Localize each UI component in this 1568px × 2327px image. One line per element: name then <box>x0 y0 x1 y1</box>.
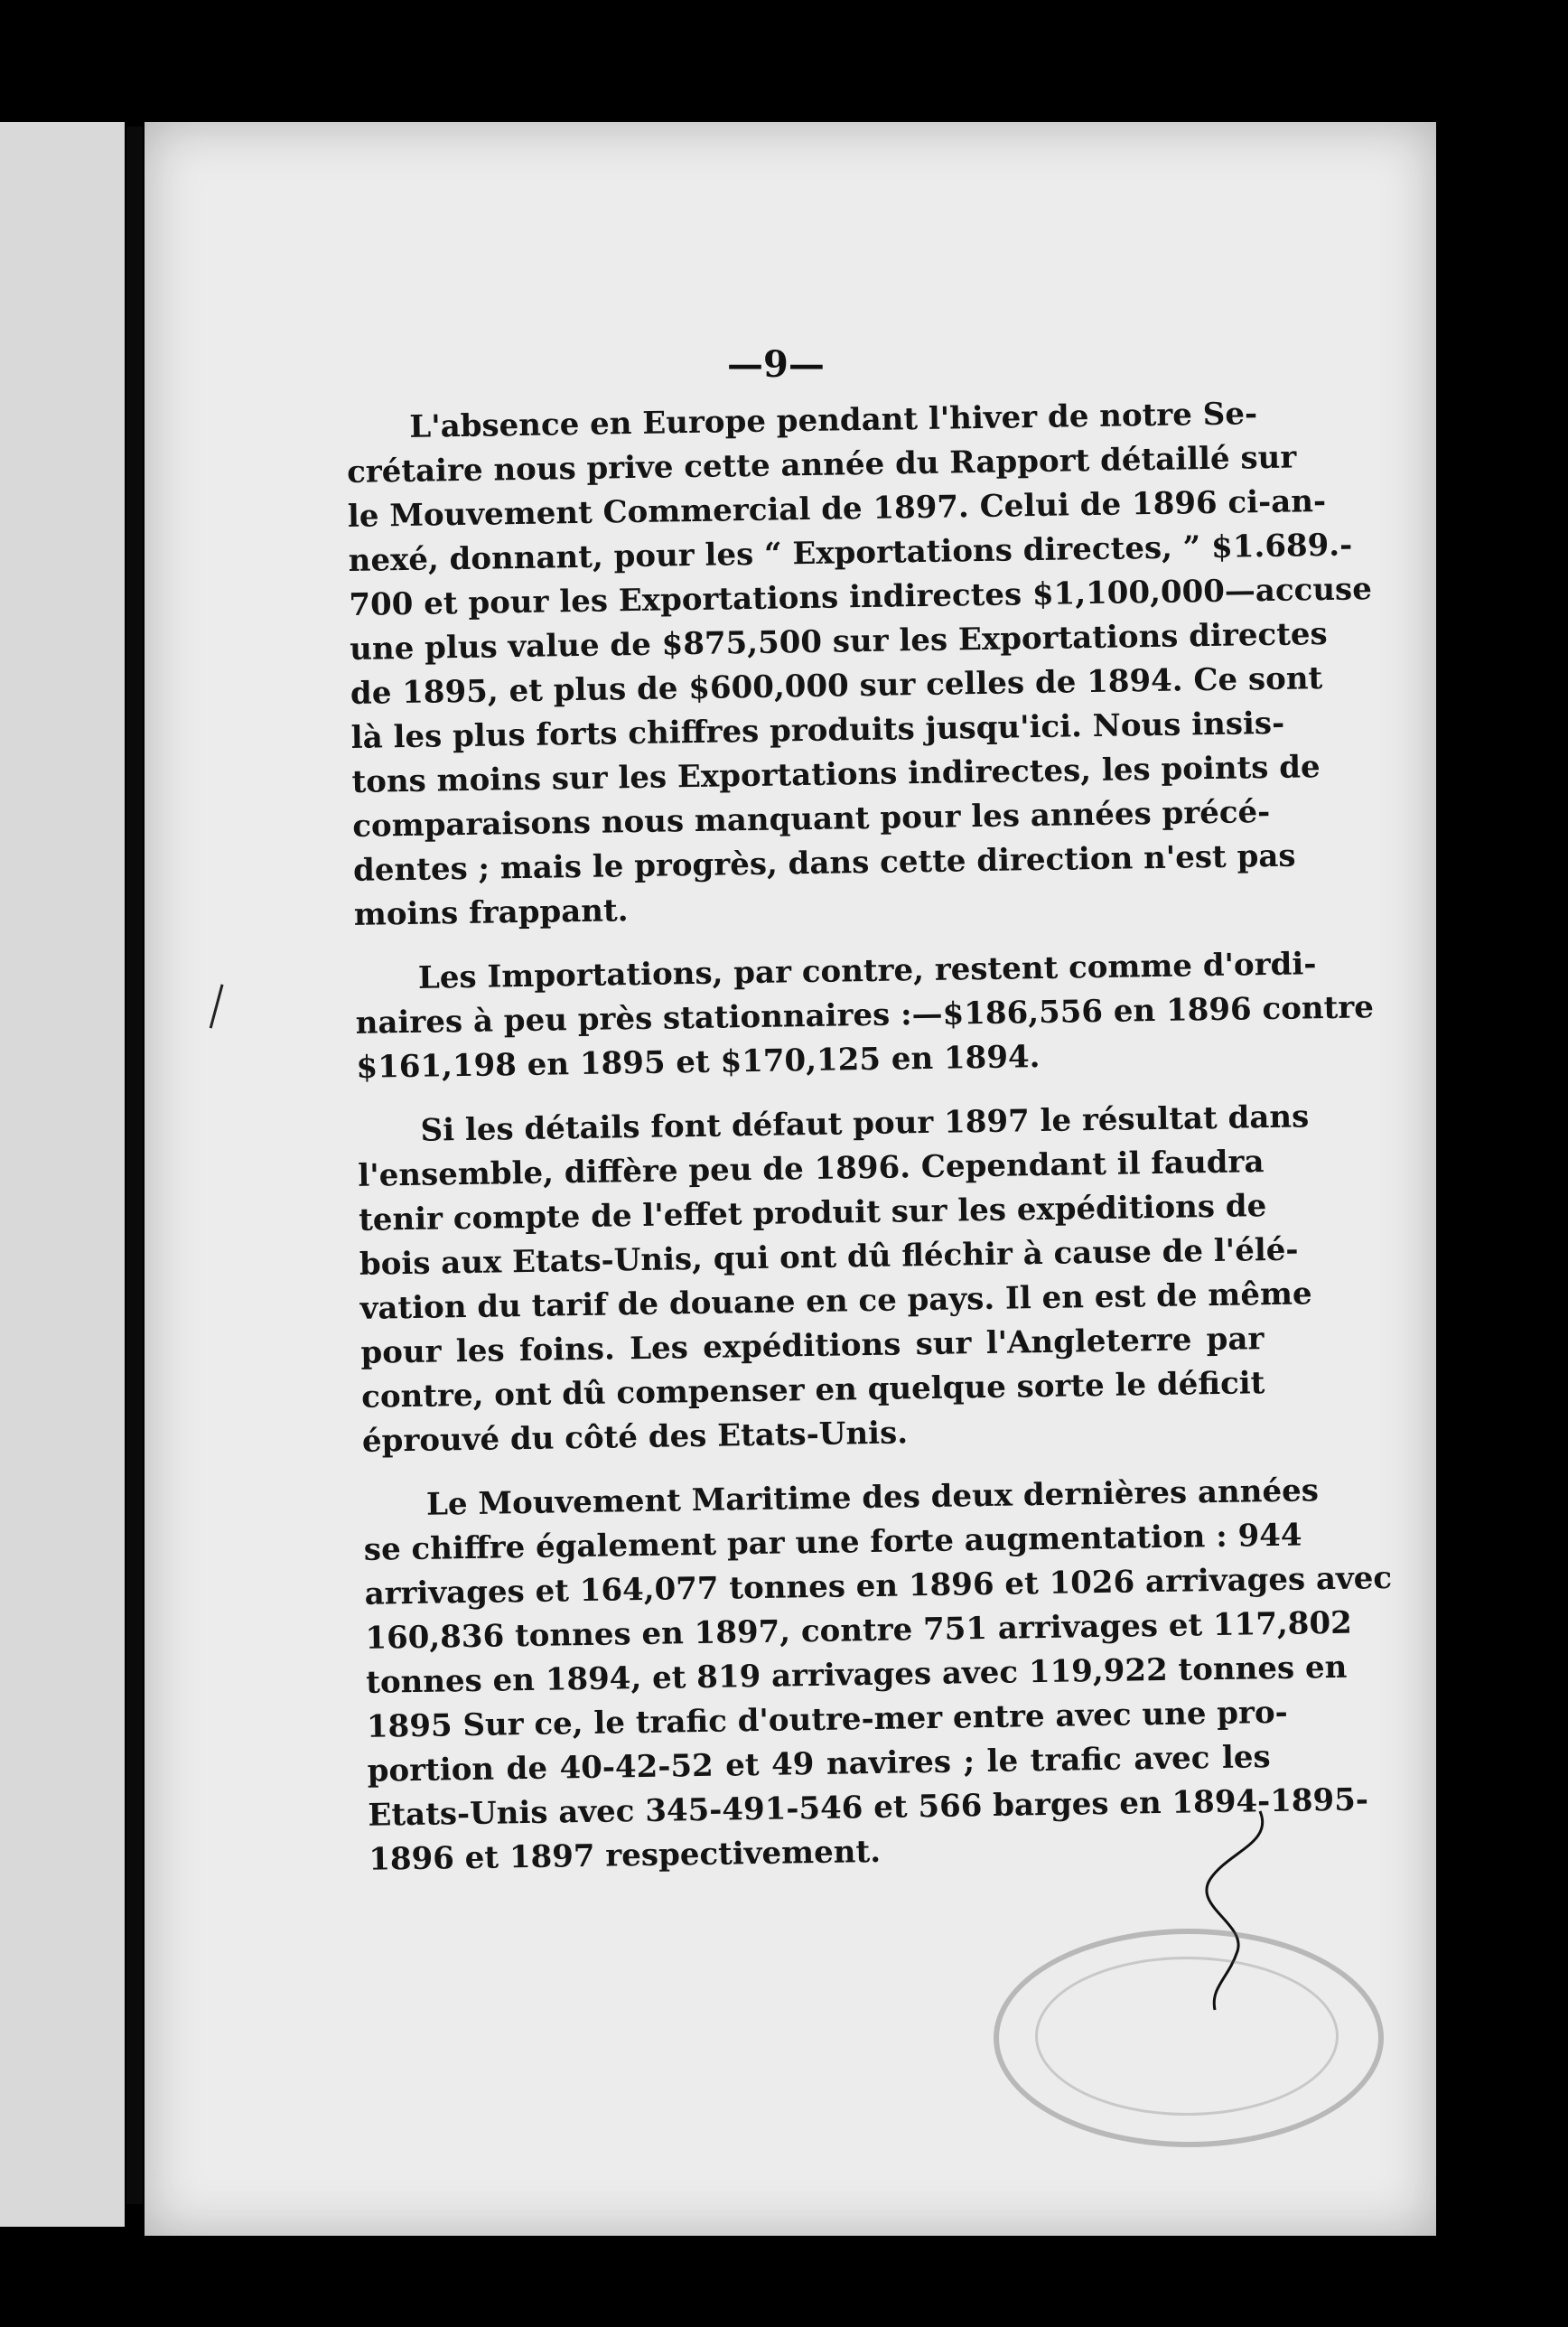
facing-page-edge <box>0 122 125 2227</box>
text-line: tonnes en 1894, et 819 arrivages avec 119,922 tonnes en <box>365 1649 1348 1701</box>
text-line: se chiffre également par une forte augmentation : 944 <box>363 1517 1302 1568</box>
text-line: de 1895, et plus de $600,000 sur celles de 1894. Ce sont <box>350 660 1323 712</box>
text-line: tons moins sur les Exportations indirectes, les points de <box>351 749 1321 800</box>
page-gutter <box>126 126 143 2204</box>
text-line: Les Importations, par contre, restent comme d'ordi- <box>417 946 1317 996</box>
paragraph-details-1897 <box>357 1096 1312 1464</box>
text-line: arrivages et 164,077 tonnes en 1896 et 1026 arrivages avec <box>364 1559 1393 1612</box>
text-line: moins frappant. <box>353 892 629 933</box>
text-line: L'absence en Europe pendant l'hiver de notre Se- <box>409 396 1258 445</box>
text-line: 1895 Sur ce, le trafic d'outre-mer entre avec une pro- <box>366 1694 1289 1745</box>
paragraph-imports <box>355 943 1375 1090</box>
text-line: l'ensemble, diffère peu de 1896. Cependant il faudra <box>358 1144 1265 1194</box>
library-stamp <box>994 1929 1384 2147</box>
text-line: là les plus forts chiffres produits jusqu'ici. Nous insis- <box>350 705 1285 756</box>
body-text <box>346 392 1393 1902</box>
text-line: tenir compte de l'effet produit sur les expéditions de <box>358 1188 1267 1238</box>
text-line: 1896 et 1897 respectivement. <box>368 1833 882 1878</box>
text-line: vation du tarif de douane en ce pays. Il en est de même <box>359 1276 1312 1327</box>
text-line: nexé, donnant, pour les “ Exportations directes, ” $1.689.- <box>348 527 1353 579</box>
paragraph-maritime <box>363 1470 1393 1883</box>
text-line: Le Mouvement Maritime des deux dernières années <box>425 1472 1320 1523</box>
text-line: Etats-Unis avec 345-491-546 et 566 barges en 1894-1895- <box>368 1781 1369 1834</box>
library-stamp-inner-ring <box>1035 1957 1339 2116</box>
text-line: 700 et pour les Exportations indirectes $1,100,000—accuse <box>349 571 1373 623</box>
text-line: 160,836 tonnes en 1897, contre 751 arrivages et 117,802 <box>365 1604 1353 1657</box>
text-line: une plus value de $875,500 sur les Exportations directes <box>349 615 1328 668</box>
text-line: pour les foins. Les expéditions sur l'Angleterre par <box>360 1321 1265 1371</box>
text-line: le Mouvement Commercial de 1897. Celui de 1896 ci-an- <box>347 482 1327 535</box>
text-line: naires à peu près stationnaires :—$186,556 en 1896 contre <box>355 989 1375 1042</box>
text-line: éprouvé du côté des Etats-Unis. <box>361 1415 909 1460</box>
text-line: dentes ; mais le progrès, dans cette direction n'est pas <box>352 837 1296 889</box>
text-line: bois aux Etats-Unis, qui ont dû fléchir à cause de l'élé- <box>359 1231 1299 1283</box>
text-line: crétaire nous prive cette année du Rapport détaillé sur <box>346 439 1297 491</box>
paragraph-exports <box>346 392 1373 938</box>
page-number: —9— <box>727 343 825 386</box>
text-line: Si les détails font défaut pour 1897 le résultat dans <box>420 1098 1310 1149</box>
text-line: $161,198 en 1895 et $170,125 en 1894. <box>356 1039 1041 1086</box>
text-line: portion de 40-42-52 et 49 navires ; le trafic avec les <box>367 1739 1271 1790</box>
text-line: comparaisons nous manquant pour les années précé- <box>351 793 1271 845</box>
text-line: contre, ont dû compenser en quelque sorte le déficit <box>360 1365 1265 1416</box>
